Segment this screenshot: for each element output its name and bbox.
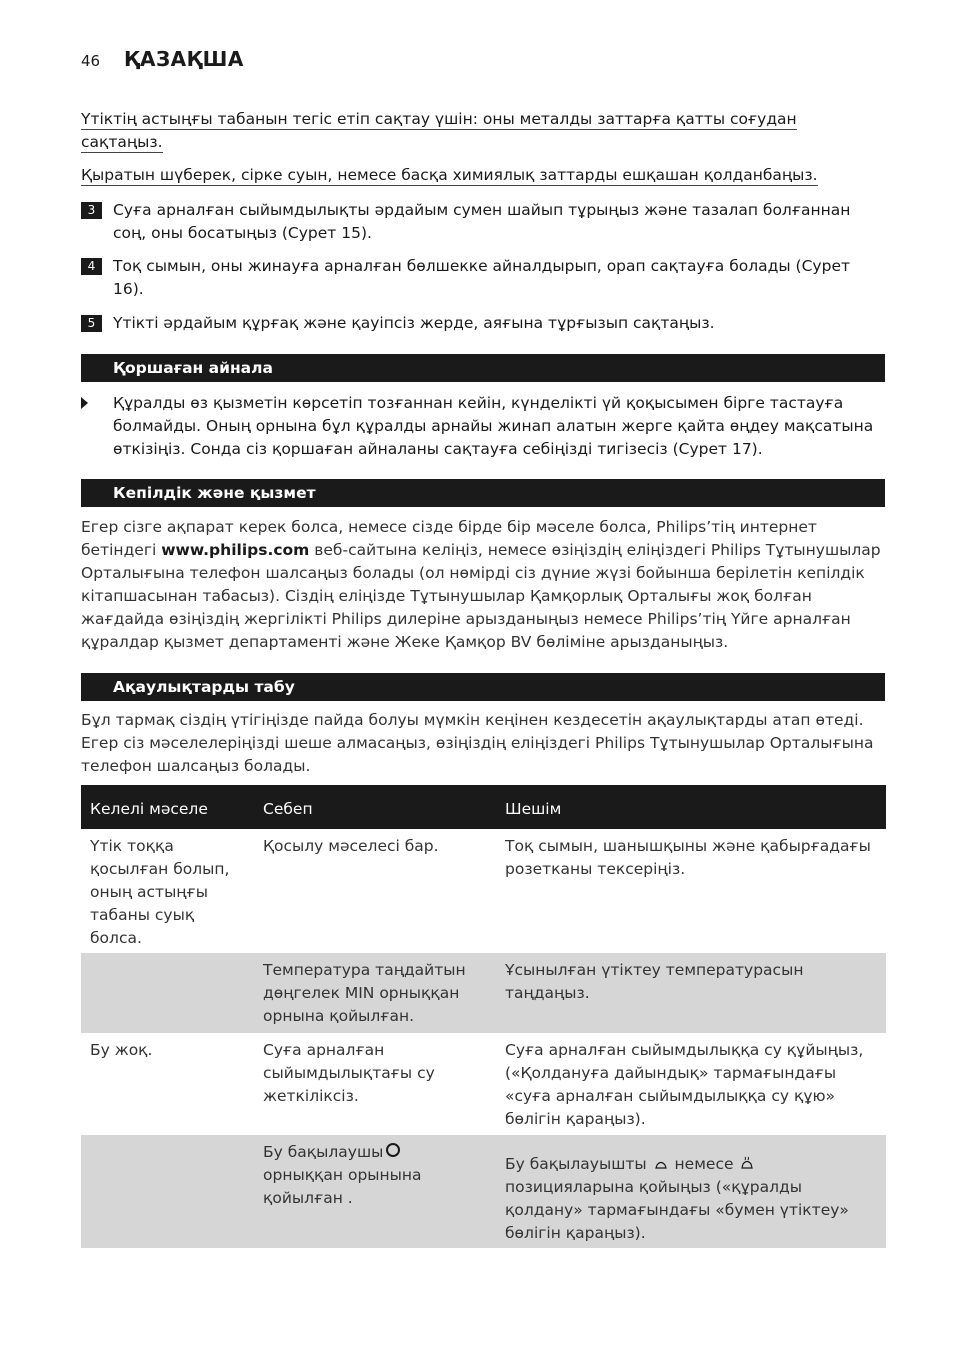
warning-2: Қыратын шүберек, сірке суын, немесе басқа химиялық заттарды ешқашан қолданбаңыз. [81,166,818,184]
guarantee-text: Егер сізге ақпарат керек болса, немесе сізде бірде бір мәселе болса, Philips’тің интернет бетіндегі www.philips.com веб-сайтына келіңіз, немесе өзіңіздің еліңіздегі Philips Тұтынушылар Орталығына телефон шалсаңыз болады (ол нөмірді сіз дүние жүзі бойынша берілетін кепілдік кітапшасынан табасыз). Сіздің еліңізде Тұтынушылар Қамқорлық Орталығы жоқ болған жағдайда өзіңіздің жергілікті Philips дилеріне арызданыңыз немесе Philips’тің Үйге арналған құралдар қызмет департаменті және Жеке Қамқор BV бөліміне арызданыңыз. [81,518,881,651]
table-header [81,785,886,829]
step-text: Тоқ сымын, оны жинауға арналған бөлшекке айналдырып, орап сақтауға болады (Сурет 16). [113,257,851,298]
warning-1: Үтіктің астыңғы табанын тегіс етіп сақтау үшін: оны металды заттарға қатты соғудан сақтаңыз. [81,110,797,151]
cell-solution: Ұсынылған үтіктеу температурасын таңдаңыз. [505,961,804,1002]
section-title-troubleshooting: Ақаулықтарды табу [81,673,885,701]
table-row [81,829,886,953]
table-row [81,1033,886,1135]
step-text: Суға арналған сыйымдылықты әрдайым сумен шайып тұрыңыз және тазалап болғаннан соң, оны босатыңыз (Сурет 15). [113,201,851,242]
cell-solution: Тоқ сымын, шанышқыны және қабырғадағы розетканы тексеріңіз. [505,837,871,878]
page-number: 46 [81,52,101,70]
environment-text: Құралды өз қызметін көрсетіп тозғаннан кейін, күнделікті үй қоқысымен бірге тастауға болмайды. Оның орнына бұл құралды арнайы жинап алатын жерге қайта өңдеу мақсатына өткізіңіз. Сонда сіз қоршаған айналаны сақтауға себіңізді тигізесіз (Сурет 17). [113,394,874,458]
step-3 [81,199,881,245]
cell-solution: Суға арналған сыйымдылыққа су құйыңыз, («Қолдануға дайындық» тармағындағы «суға арналған сыйымдылыққа су құю» бөлігін қараңыз). [505,1041,864,1128]
step-number: 4 [81,258,102,275]
cell-solution: Бу бақылауышты немесе позицияларына қойыңыз («құралды қолдану» тармағындағы «бумен үтіктеу» бөлігін қараңыз). [505,1155,849,1242]
step-5 [81,312,881,335]
step-number: 3 [81,202,102,219]
cell-cause: Қосылу мәселесі бар. [263,837,439,855]
cell-problem: Бу жоқ. [90,1041,153,1059]
steam-high-icon [740,1156,754,1170]
section-title-environment: Қоршаған айнала [81,354,885,382]
bullet-arrow-icon [81,397,88,409]
cell-cause: Суға арналған сыйымдылықтағы су жеткіліксіз. [263,1041,435,1105]
header-solution: Шешім [505,800,562,818]
step-number: 5 [81,315,102,332]
steam-low-icon [654,1158,668,1170]
section-title-guarantee: Кепілдік және қызмет [81,479,885,507]
steam-off-icon [386,1143,400,1157]
header-cause: Себеп [263,800,313,818]
philips-website-link[interactable]: www.philips.com [161,541,310,559]
table-row [81,1135,886,1248]
troubleshooting-intro: Бұл тармақ сіздің үтігіңізде пайда болуы мүмкін кеңінен кездесетін ақаулықтарды атап өтеді. Егер сіз мәселелеріңізді шеше алмасаңыз, өзіңіздің еліңіздегі Philips Тұтынушылар Орталығына телефон шалсаңыз болады. [81,711,874,775]
step-4 [81,255,881,301]
step-text: Үтікті әрдайым құрғақ және қауіпсіз жерде, аяғына тұрғызып сақтаңыз. [113,314,715,332]
language-heading: ҚАЗАҚША [124,47,244,71]
cell-problem: Үтік тоққа қосылған болып, оның астыңғы табаны суық болса. [90,837,230,947]
header-problem: Келелі мәселе [90,800,208,818]
table-row [81,953,886,1033]
cell-cause: Температура таңдайтын дөңгелек MIN орныққан орнына қойылған. [263,961,466,1025]
cell-cause: Бу бақылаушы орныққан орынына қойылған . [263,1143,422,1207]
